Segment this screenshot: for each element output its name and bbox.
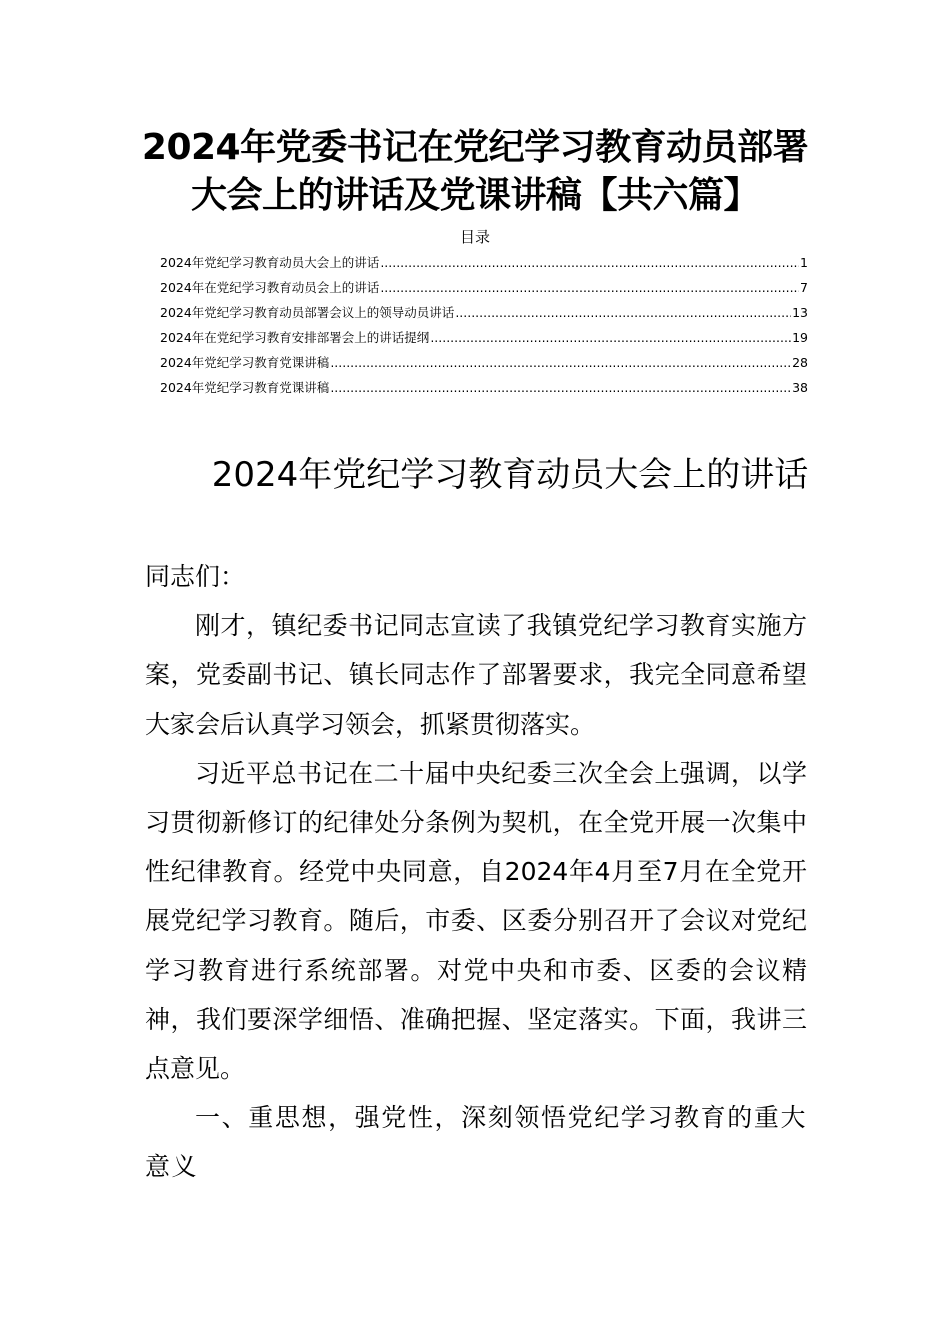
toc-entry-page: 13 (792, 305, 808, 320)
body-paragraph: 习近平总书记在二十届中央纪委三次全会上强调，以学习贯彻新修订的纪律处分条例为契机，在全党开展一次集中性纪律教育。经党中央同意，自2024年4月至7月在全党开展党纪学习教育。随后，市委、区委分别召开了会议对党纪学习教育进行系统部署。对党中央和市委、区委的会议精神，我们要深学细悟、准确把握、坚定落实。下面，我讲三点意见。 (145, 758, 807, 1084)
table-of-contents (160, 250, 808, 400)
toc-entry-title: 2024年在党纪学习教育动员会上的讲话 (160, 280, 380, 295)
toc-entry[interactable] (160, 375, 808, 400)
speech-body (145, 552, 807, 1192)
toc-entry-page: 7 (800, 280, 808, 295)
toc-entry[interactable] (160, 350, 808, 375)
toc-leader-dots (430, 325, 791, 350)
toc-entry-title: 2024年党纪学习教育动员大会上的讲话 (160, 255, 380, 270)
toc-heading: 目录 (459, 228, 490, 246)
body-paragraph: 刚才，镇纪委书记同志宣读了我镇党纪学习教育实施方案，党委副书记、镇长同志作了部署要求，我完全同意希望大家会后认真学习领会，抓紧贯彻落实。 (145, 611, 807, 739)
section-heading-paragraph: 一、重思想，强党性，深刻领悟党纪学习教育的重大意义 (145, 1103, 807, 1182)
toc-entry[interactable] (160, 300, 808, 325)
toc-entry-page: 19 (792, 330, 808, 345)
toc-leader-dots (380, 250, 799, 275)
toc-entry-title: 2024年党纪学习教育党课讲稿 (160, 355, 330, 370)
section-title: 2024年党纪学习教育动员大会上的讲话 (211, 455, 809, 495)
toc-entry[interactable] (160, 275, 808, 300)
toc-entry-page: 38 (792, 380, 808, 395)
salutation: 同志们： (145, 562, 246, 591)
toc-entry-page: 1 (800, 255, 808, 270)
toc-entry-title: 2024年在党纪学习教育安排部署会上的讲话提纲 (160, 330, 430, 345)
toc-entry-title: 2024年党纪学习教育动员部署会议上的领导动员讲话 (160, 305, 455, 320)
toc-entry[interactable] (160, 325, 808, 350)
toc-entry-title: 2024年党纪学习教育党课讲稿 (160, 380, 330, 395)
toc-entry-page: 28 (792, 355, 808, 370)
toc-leader-dots (330, 375, 791, 400)
toc-entry[interactable] (160, 250, 808, 275)
toc-leader-dots (455, 300, 791, 325)
toc-leader-dots (330, 350, 791, 375)
document-title: 2024年党委书记在党纪学习教育动员部署大会上的讲话及党课讲稿【共六篇】 (141, 127, 809, 216)
toc-leader-dots (380, 275, 799, 300)
